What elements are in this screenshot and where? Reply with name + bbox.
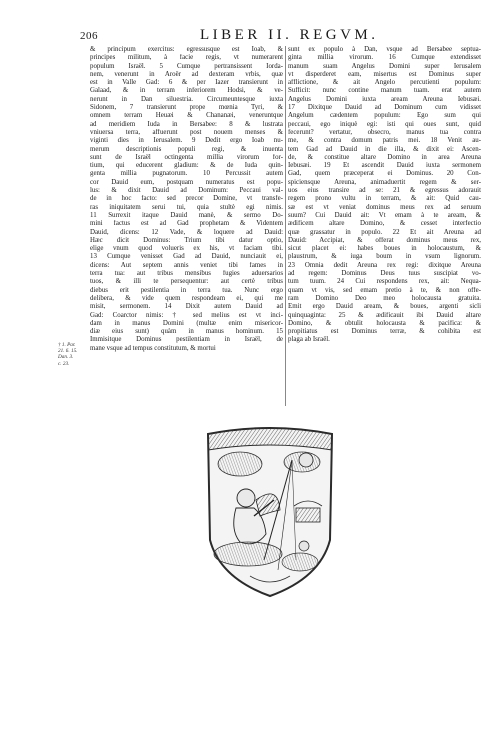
text-line: Gad: Coarctor nimis: † sed melius est vt inci- [90,311,283,319]
text-line: Galaad, & in terram inferiorem Hodsi, & ve- [90,87,283,95]
text-line: manum suam Angelus Domini super Ierusalem [288,62,481,70]
text-line: populum Israël. 5 Cumque pertransissent Iorda- [90,62,283,70]
text-line: delibera, & vide quem respondeam ei, qui me [90,294,283,302]
angel-with-sword-icon [200,420,340,600]
text-line: Iebusæi. 19 Et ascendit Dauid iuxta sermonem [288,162,481,170]
text-line: quam vt vis, sed emam pretio à te, & non offe- [288,286,481,294]
right-column [288,46,481,345]
text-line: vt disperderet eam, misertus est Dominus super [288,70,481,78]
column-rule [285,46,286,406]
text-line: Gad, quem præceperat ei Dominus. 20 Con- [288,170,481,178]
text-line: quinquaginta: 25 & ædificauit ibi Dauid altare [288,311,481,319]
text-line: 11 Surrexit itaque Dauid manè, & sermo Do- [90,211,283,219]
text-line: elige vnum quod volueris ex his, vt faciam tibi. [90,245,283,253]
margin-note [58,342,88,367]
text-line: de in hoc facto: sed precor Domine, vt transfe- [90,195,283,203]
text-line: suum? Cui Dauid ait: Vt emam à te aream, & [288,211,481,219]
text-line: ad regem: Dominus Deus tuus suscipiat vo- [288,270,481,278]
text-line: Dauid: Accipiat, & offerat dominus meus rex, [288,236,481,244]
text-line: quæ grassatur in populo. 22 Et ait Areuna ad [288,228,481,236]
text-line: fecerunt? vertatur, obsecro, manus tua contra [288,128,481,136]
text-line: afflictione, & ait Angelo percutienti populum: [288,79,481,87]
text-line: regem prono vultu in terram, & ait: Quid cau- [288,195,481,203]
text-line: peccaui, ego iniquè egi: isti qui oues sunt, quid [288,120,481,128]
text-line: terra tua: aut tribus mensibus fugies aduersarios [90,270,283,278]
text-line: genta millia pugnatorum. 10 Percussit autem [90,170,283,178]
text-line: uos eius transire ad se: 21 & egressus adorauit [288,187,481,195]
margin-note-line: c. 23. [58,360,70,367]
text-line: sunt ex populo à Dan, vsque ad Bersabee septua- [288,46,481,53]
text-line: de, & constitue altare Domino in area Areuna [288,153,481,161]
text-line: vniuersa terra, affuerunt post nouem menses & [90,128,283,136]
text-line: propitiatus est Dominus terræ, & cohibita est [288,328,481,336]
tailpiece-engraving [200,420,340,600]
text-line: sicut placet ei: habes boues in holocaustum, & [288,245,481,253]
text-line: nerunt in Dan siluestria. Circumeuntesque iuxta [90,95,283,103]
text-line: ginta millia virorum. 16 Cumque extendisset [288,54,481,62]
text-line: Immisitque Dominus pestilentiam in Israël, de [90,336,283,344]
margin-note-line: Dan. 3. [58,354,74,361]
text-line: principes militum, à facie regis, vt numerarent [90,54,283,62]
text-line: est in Valle Gad: 6 & per Iazer transierunt in [90,79,283,87]
text-line: spiciensque Areuna, animaduertit regem & ser- [288,178,481,186]
text-line: Sufficit: nunc contine manum tuam. erat autem [288,87,481,95]
text-line: Dauid, dicens: 12 Vade, & loquere ad Dauid: [90,228,283,236]
text-line: mane vsque ad tempus constitutum, & mortui [90,344,216,352]
margin-note-line: † 1. Par. [58,342,76,348]
page-number: 206 [80,30,98,42]
text-line: plaustrum, & iuga boum in vsum lignorum. [288,253,481,261]
text-line: & principum exercitus: egressusque est Ioab, & [90,46,283,53]
text-line: sæ est vt veniat dominus meus rex ad seruum [288,203,481,211]
text-line: Sidonem, 7 transierunt prope mœnia Tyri, & [90,104,283,112]
text-line: Emit ergo Dauid aream, & boues, argenti sicli [288,303,481,311]
text-line: tem Gad ad Dauid in die illa, & dixit ei: Ascen- [288,145,481,153]
text-line: Angelum cædentem populum: Ego sum qui [288,112,481,120]
text-line: lus: & dixit Dauid ad Dominum: Peccaui val- [90,187,283,195]
text-line: merum descriptionis populi regi, & inuenta [90,145,283,153]
margin-note-line: 21. 6. 15. [58,348,78,355]
text-line: ras iniquitatem serui tui, quia stultè egi nimis. [90,203,283,211]
text-line: cor Dauid eum, postquam numeratus est popu- [90,178,283,186]
text-line: misit, sermonem. 14 Dixit autem Dauid ad [90,303,283,311]
text-line: tum tuum. 24 Cui respondens rex, ait: Nequa- [288,278,481,286]
text-line: dicens: Aut septem annis veniet tibi fames in [90,261,283,269]
text-line: 23 Omnia dedit Areuna rex regi: dixitque Areuna [288,261,481,269]
text-line: diæ eius sunt) quàm in manus hominum. 15 [90,328,283,336]
running-head: LIBER II. REGVM. [200,27,379,43]
text-line: dam in manus Domini (multæ enim misericor- [90,319,283,327]
text-line: Hæc dicit Dominus: Trium tibi datur optio, [90,236,283,244]
text-line: mini factus est ad Gad prophetam & Videntem [90,220,283,228]
text-line: Angelus Domini iuxta aream Areuna Iebusæi. [288,95,481,103]
text-line: omnem terram Heuæi & Chananæi, veneruntque [90,112,283,120]
text-line: nem, venerunt in Aroër ad dexteram vrbis, quæ [90,70,283,78]
text-line: plaga ab Israël. [288,336,330,344]
left-column [90,46,283,353]
text-line: ad meridiem Iuda in Bersabee: 8 & lustrata [90,120,283,128]
text-line: Domino, & obtulit holocausta & pacifica: & [288,319,481,327]
text-line: tium, qui educerent gladium: & de Iuda quin- [90,162,283,170]
text-line: ædificem altare Domino, & cesset interfectio [288,220,481,228]
text-line: ram Domino Deo meo holocausta gratuita. [288,294,481,302]
text-line: diebus erit pestilentia in terra tua. Nunc ergo [90,286,283,294]
text-line: 17 Dixitque Dauid ad Dominum cum vidisset [288,104,481,112]
text-line: tuos, & illi te persequentur: aut certè tribus [90,278,283,286]
text-line: me, & contra domum patris mei. 18 Venit au- [288,137,481,145]
text-line: viginti dies in Ierusalem. 9 Dedit ergo Ioab nu- [90,137,283,145]
text-line: 13 Cumque venisset Gad ad Dauid, nunciauit ei, [90,253,283,261]
text-line: sunt de Israël octingenta millia virorum for- [90,153,283,161]
